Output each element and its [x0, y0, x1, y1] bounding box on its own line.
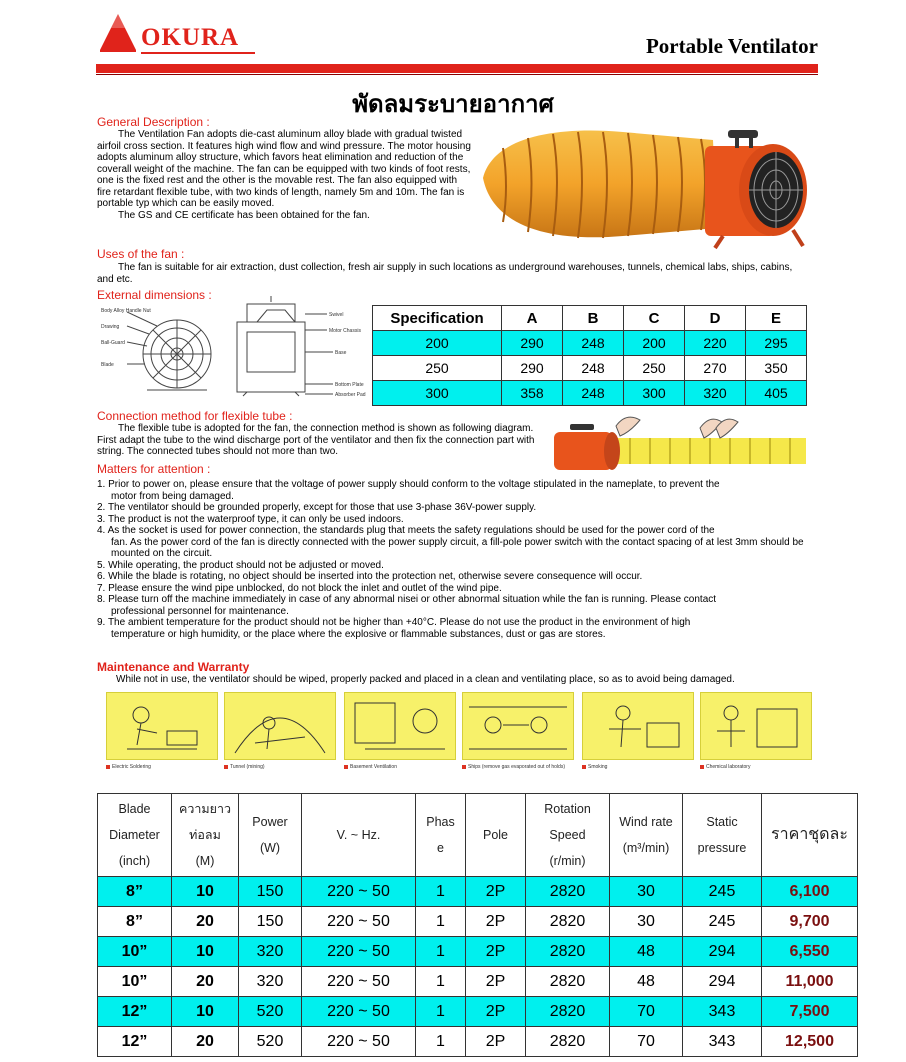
spec-cell: 358: [502, 381, 563, 406]
row-phase: 1: [416, 877, 466, 907]
spec-cell: 405: [746, 381, 807, 406]
connection-heading: Connection method for flexible tube :: [97, 409, 293, 423]
spec-cell: 200: [373, 331, 502, 356]
row-static-pressure: 294: [683, 967, 762, 997]
spec-cell: 248: [563, 356, 624, 381]
diagram-label-bottom-plate: Bottom Plate: [335, 382, 364, 388]
spec-table: [372, 305, 807, 406]
row-power: 520: [239, 1027, 302, 1057]
diagram-label-drawing: Drawing: [101, 324, 120, 330]
header-pole: Pole: [466, 794, 526, 877]
header-blade-line: Diameter: [109, 828, 160, 842]
tunnel-scene-icon: [224, 692, 336, 760]
row-power: 320: [239, 937, 302, 967]
row-pole: 2P: [466, 967, 526, 997]
row-pole: 2P: [466, 877, 526, 907]
header-power: [239, 794, 302, 877]
spec-cell: 300: [624, 381, 685, 406]
tube-connection-photo-icon: [550, 410, 808, 476]
matter-item-3: 3. The product is not the waterproof type, it can only be used indoors.: [97, 513, 404, 525]
row-diameter: 12”: [98, 1027, 172, 1057]
diagram-label-base: Base: [335, 350, 347, 356]
caption-tunnel: Tunnel (mining): [224, 764, 265, 770]
matter-item-9-cont: temperature or high humidity, or the place where the explosive or flammable substances, dust or gas are stores.: [111, 628, 606, 640]
row-voltage: 220 ~ 50: [302, 937, 416, 967]
price-header-row: [98, 794, 858, 877]
row-speed: 2820: [526, 907, 610, 937]
row-phase: 1: [416, 997, 466, 1027]
spec-row: [373, 331, 807, 356]
row-phase: 1: [416, 907, 466, 937]
caption-basement: Basement Ventilation: [344, 764, 397, 770]
row-voltage: 220 ~ 50: [302, 1027, 416, 1057]
ventilator-photo-icon: [473, 118, 811, 252]
spec-row: [373, 381, 807, 406]
row-diameter: 8”: [98, 877, 172, 907]
header-phase-line: Phas: [426, 815, 455, 829]
spec-cell: 220: [685, 331, 746, 356]
spec-cell: 295: [746, 331, 807, 356]
header-static-pressure: [683, 794, 762, 877]
row-price: 11,000: [762, 967, 858, 997]
row-static-pressure: 294: [683, 937, 762, 967]
header-divider: [96, 64, 818, 73]
row-wind-rate: 30: [610, 877, 683, 907]
header-static-line: pressure: [697, 841, 747, 855]
header-divider-shadow: [96, 74, 818, 75]
spec-header-a: A: [502, 306, 563, 331]
connection-text: The flexible tube is adopted for the fan, the connection method is shown as following diagram. First adapt the tube to the wind discharge port of the ventilator and then fix the connection part with string. The connected tubes should not more than two.: [97, 423, 535, 457]
matter-item-8: 8. Please turn off the machine immediately in case of any abnormal nisei or other abnormal situation while the fan is running. Please contact: [97, 594, 717, 605]
caption-welding: Electric Soldering: [106, 764, 151, 770]
header-tube-length: [172, 794, 239, 877]
row-speed: 2820: [526, 967, 610, 997]
diagram-label-blade: Blade: [101, 362, 114, 368]
matter-item-9: 9. The ambient temperature for the product should not be higher than +40°C. Please do not use the product in the environment of high: [97, 617, 691, 628]
matter-item-4: 4. As the socket is used for power connection, the standards plug that meets the safety regulations should be used for the power cord of the: [97, 525, 715, 536]
price-table: [97, 793, 858, 1057]
row-wind-rate: 30: [610, 907, 683, 937]
header-speed-line: Speed: [549, 828, 586, 842]
spec-cell: 320: [685, 381, 746, 406]
basement-scene-icon: [344, 692, 456, 760]
caption-ship: Ships (remove gas evaporated out of holds): [462, 764, 565, 770]
spec-header-row: [373, 306, 807, 331]
page-title: พัดลมระบายอากาศ: [352, 91, 554, 118]
matter-item-2: 2. The ventilator should be grounded properly, except for those that use 3-phase 36V-power supply.: [97, 502, 537, 513]
row-diameter: 12”: [98, 997, 172, 1027]
spec-row: [373, 356, 807, 381]
row-length: 10: [172, 997, 239, 1027]
price-row: [98, 1027, 858, 1057]
header-power-line: Power: [252, 815, 288, 829]
general-description-text: [97, 129, 473, 221]
row-voltage: 220 ~ 50: [302, 877, 416, 907]
header-wind-rate: [610, 794, 683, 877]
row-power: 520: [239, 997, 302, 1027]
general-description-heading: General Description :: [97, 115, 210, 129]
row-speed: 2820: [526, 1027, 610, 1057]
lab-scene-icon: [700, 692, 812, 760]
row-length: 10: [172, 937, 239, 967]
external-dimensions-heading: External dimensions :: [97, 288, 212, 302]
header-phase: [416, 794, 466, 877]
header-price: ราคาชุดละ: [762, 794, 858, 877]
maintenance-heading: Maintenance and Warranty: [97, 660, 250, 674]
row-price: 6,550: [762, 937, 858, 967]
spec-header-specification: Specification: [373, 306, 502, 331]
header-rotation-speed: [526, 794, 610, 877]
product-title: Portable Ventilator: [645, 34, 818, 58]
header-blade-line: Blade: [118, 802, 151, 816]
row-voltage: 220 ~ 50: [302, 997, 416, 1027]
header-length-line: ความยาว: [178, 802, 231, 816]
row-static-pressure: 343: [683, 997, 762, 1027]
row-power: 150: [239, 877, 302, 907]
row-phase: 1: [416, 967, 466, 997]
diagram-label-absorber-pad: Absorber Pad: [335, 392, 366, 398]
row-pole: 2P: [466, 937, 526, 967]
smoking-scene-icon: [582, 692, 694, 760]
matter-item-1: 1. Prior to power on, please ensure that the voltage of power supply should conform to the voltage stipulated in the nameplate, to prevent the: [97, 479, 720, 490]
row-pole: 2P: [466, 1027, 526, 1057]
price-row: [98, 937, 858, 967]
header-length-line: (M): [195, 854, 215, 868]
spec-cell: 250: [624, 356, 685, 381]
caption-lab: Chemical laboratory: [700, 764, 750, 770]
row-length: 20: [172, 967, 239, 997]
row-diameter: 10”: [98, 937, 172, 967]
matter-item-7: 7. Please ensure the wind pipe unblocked, do not block the inlet and outlet of the wind pipe.: [97, 582, 502, 594]
okura-logo-icon: [96, 12, 140, 54]
row-phase: 1: [416, 1027, 466, 1057]
header-wind-line: Wind rate: [619, 815, 673, 829]
diagram-label-motor-chassis: Motor Chassis: [329, 328, 361, 334]
row-pole: 2P: [466, 907, 526, 937]
spec-cell: 200: [624, 331, 685, 356]
row-pole: 2P: [466, 997, 526, 1027]
maintenance-text: While not in use, the ventilator should be wiped, properly packed and placed in a clean and ventilating place, so as to avoid being damaged.: [116, 674, 735, 685]
spec-header-e: E: [746, 306, 807, 331]
spec-cell: 248: [563, 381, 624, 406]
matters-list: [97, 479, 809, 640]
row-static-pressure: 343: [683, 1027, 762, 1057]
row-speed: 2820: [526, 997, 610, 1027]
row-power: 320: [239, 967, 302, 997]
caption-smoking: Smoking: [582, 764, 607, 770]
spec-cell: 270: [685, 356, 746, 381]
spec-cell: 248: [563, 331, 624, 356]
price-row: [98, 907, 858, 937]
row-length: 10: [172, 877, 239, 907]
uses-text: The fan is suitable for air extraction, dust collection, fresh air supply in such locations as underground warehouses, tunnels, chemical labs, ships, cabins, and etc.: [97, 262, 793, 285]
row-wind-rate: 70: [610, 997, 683, 1027]
matter-item-6: 6. While the blade is rotating, no object should be inserted into the protection net, otherwise severe consequence will occur.: [97, 571, 643, 582]
matters-heading: Matters for attention :: [97, 462, 211, 476]
matter-item-8-cont: professional personnel for maintenance.: [111, 605, 289, 617]
price-row: [98, 877, 858, 907]
row-power: 150: [239, 907, 302, 937]
row-diameter: 8”: [98, 907, 172, 937]
spec-cell: 300: [373, 381, 502, 406]
header-voltage: V. ~ Hz.: [302, 794, 416, 877]
price-row: [98, 967, 858, 997]
header-phase-line: e: [437, 841, 444, 855]
price-table-body: [98, 877, 858, 1057]
spec-cell: 290: [502, 331, 563, 356]
general-paragraph-1: The Ventilation Fan adopts die-cast aluminum alloy blade with gradual twisted airfoil cross section. It features high wind flow and wind pressure. The motor housing adopts aluminum alloy structure, which favors heat elimination and reduction of the coverall weight of the machine. The fan can be equipped with two kinds of foot rests, one is the fixed rest and the other is the movable rest. The fan also equipped with fire retardant flexible tube, with two kinds of length, namely 5m and 10m. The fan is portable typ which can be easily moved.: [97, 129, 471, 209]
dimension-diagram-icon: [97, 296, 367, 402]
matter-item-1-cont: motor from being damaged.: [111, 490, 234, 502]
header-wind-line: (m³/min): [622, 841, 670, 855]
row-speed: 2820: [526, 937, 610, 967]
row-static-pressure: 245: [683, 877, 762, 907]
diagram-label-ball-guard: Ball-Guard: [101, 340, 125, 346]
diagram-label-swivel: Swivel: [329, 312, 344, 318]
row-diameter: 10”: [98, 967, 172, 997]
spec-header-c: C: [624, 306, 685, 331]
matter-item-4-cont: fan. As the power cord of the fan is directly connected with the power supply circuit, a fill-pole power switch with the contact spacing of at lest 3mm should be mounted on the circuit.: [111, 536, 804, 559]
row-wind-rate: 70: [610, 1027, 683, 1057]
header-power-line: (W): [259, 841, 281, 855]
brand-underline: [141, 52, 255, 54]
header-static-line: Static: [706, 815, 738, 829]
row-voltage: 220 ~ 50: [302, 967, 416, 997]
welding-scene-icon: [106, 692, 218, 760]
row-static-pressure: 245: [683, 907, 762, 937]
header-blade-diameter: [98, 794, 172, 877]
spec-header-d: D: [685, 306, 746, 331]
row-speed: 2820: [526, 877, 610, 907]
row-length: 20: [172, 907, 239, 937]
row-price: 7,500: [762, 997, 858, 1027]
ship-scene-icon: [462, 692, 574, 760]
header-speed-line: Rotation: [544, 802, 591, 816]
row-price: 6,100: [762, 877, 858, 907]
price-row: [98, 997, 858, 1027]
spec-cell: 290: [502, 356, 563, 381]
row-length: 20: [172, 1027, 239, 1057]
diagram-label-handle: Body Alloy Handle Nut: [101, 308, 151, 314]
spec-cell: 250: [373, 356, 502, 381]
row-wind-rate: 48: [610, 967, 683, 997]
spec-header-b: B: [563, 306, 624, 331]
row-price: 9,700: [762, 907, 858, 937]
brand-name: OKURA: [141, 24, 240, 51]
row-price: 12,500: [762, 1027, 858, 1057]
spec-cell: 350: [746, 356, 807, 381]
header-length-line: ท่อลม: [189, 828, 221, 842]
general-paragraph-2: The GS and CE certificate has been obtained for the fan.: [118, 209, 370, 221]
row-wind-rate: 48: [610, 937, 683, 967]
row-voltage: 220 ~ 50: [302, 907, 416, 937]
row-phase: 1: [416, 937, 466, 967]
header-blade-line: (inch): [118, 854, 151, 868]
matter-item-5: 5. While operating, the product should not be adjusted or moved.: [97, 559, 384, 571]
uses-heading: Uses of the fan :: [97, 247, 185, 261]
header-speed-line: (r/min): [549, 854, 586, 868]
